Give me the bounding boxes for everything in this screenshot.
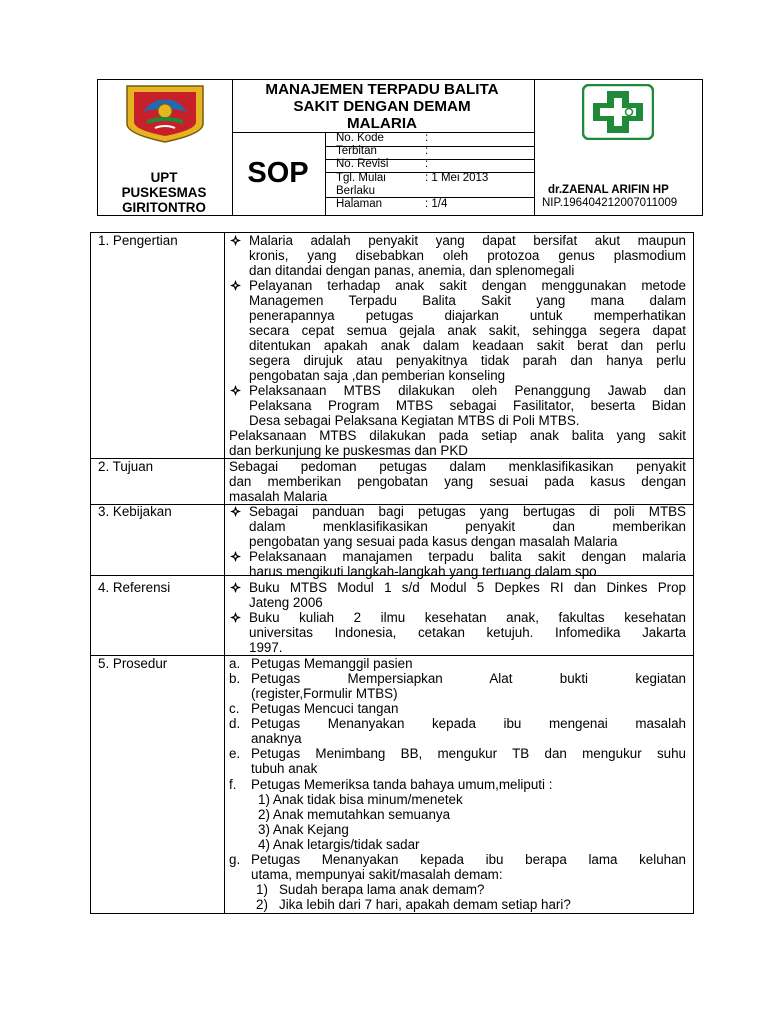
pengertian-bullet-2-line: segera dirujuk atau penyakitnya tidak parah dan hanya perlu — [249, 353, 686, 368]
question-item: Jika lebih dari 7 hari, apakah demam setiap hari? — [279, 897, 571, 912]
question-number: 2) — [256, 897, 268, 912]
pengertian-bullet-2-line: Pelayanan terhadap anak sakit dengan menggunakan metode — [249, 278, 686, 293]
referensi-bullet-2-line: 1997. — [249, 640, 283, 655]
pengertian-bullet-1-line: Malaria adalah penyakit yang dapat bersifat akut maupun — [249, 233, 686, 248]
title-line-3: MALARIA — [346, 115, 418, 132]
meta-label-terbitan: Terbitan — [336, 145, 377, 157]
bullet-diamond-icon — [230, 280, 241, 291]
meta-label-tgl-mulai: Tgl. Mulai — [336, 172, 386, 184]
referensi-bullet-1-line: Jateng 2006 — [249, 595, 323, 610]
prosedur-step-g-cont: utama, mempunyai sakit/masalah demam: — [251, 867, 503, 882]
org-line-1: UPT — [150, 170, 178, 185]
pengertian-bullet-3-line: Desa sebagai Pelaksana Kegiatan MTBS di Poli MTBS. — [249, 413, 580, 428]
danger-sign-item: 2) Anak memutahkan semuanya — [258, 807, 451, 822]
document-title — [232, 81, 532, 132]
section-label-kebijakan: 3. Kebijakan — [98, 504, 172, 519]
section-label-pengertian: 1. Pengertian — [98, 233, 178, 248]
title-line-2: SAKIT DENGAN DEMAM — [293, 98, 471, 115]
pengertian-bullet-2-line: ditentukan apakah anak dalam keadaan sakit berat dan perlu — [249, 338, 686, 353]
puskesmas-cross-logo — [582, 84, 654, 140]
referensi-bullet-1-line: Buku MTBS Modul 1 s/d Modul 5 Depkes RI dan Dinkes Prop — [249, 580, 686, 595]
sop-label: SOP — [247, 157, 309, 189]
organization-name — [98, 170, 230, 215]
prosedur-step-marker: e. — [229, 746, 241, 761]
meta-label-no-revisi: No. Revisi — [336, 158, 389, 170]
org-line-2: PUSKESMAS — [121, 185, 207, 200]
meta-value-no-revisi: : — [425, 158, 429, 170]
section-label-tujuan: 2. Tujuan — [98, 459, 154, 474]
kebijakan-bullet-1-line: dalam menklasifikasikan penyakit dan memberikan — [249, 519, 686, 534]
kebijakan-bullet-2-line: harus mengikuti langkah-langkah yang tertuang dalam spo — [249, 564, 597, 579]
meta-label-berlaku: Berlaku — [336, 185, 375, 197]
title-line-1: MANAJEMEN TERPADU BALITA — [265, 81, 499, 98]
prosedur-step-marker: b. — [229, 671, 241, 686]
prosedur-step-a: Petugas Memanggil pasien — [251, 656, 413, 671]
bullet-diamond-icon — [230, 582, 241, 593]
prosedur-step-b-cont: (register,Formulir MTBS) — [251, 686, 398, 701]
prosedur-step-e: Petugas Menimbang BB, mengukur TB dan mengukur suhu — [251, 746, 686, 761]
kebijakan-bullet-1-line: Sebagai panduan bagi petugas yang bertugas di poli MTBS — [249, 504, 686, 519]
regency-emblem-logo — [125, 84, 205, 144]
signer-nip: NIP.196404212007011009 — [542, 197, 678, 209]
prosedur-step-d: Petugas Menanyakan kepada ibu mengenai masalah — [251, 716, 686, 731]
kebijakan-bullet-2-line: Pelaksanaan manajamen terpadu balita sakit dengan malaria — [249, 549, 686, 564]
pengertian-bullet-1-line: dan ditandai dengan panas, anemia, dan splenomegali — [249, 263, 575, 278]
org-line-3: GIRITONTRO — [122, 200, 206, 215]
bullet-diamond-icon — [230, 506, 241, 517]
meta-label-halaman: Halaman — [336, 198, 383, 210]
pengertian-bullet-3-line: Pelaksana Program MTBS sebagai Fasilitator, beserta Bidan — [249, 398, 686, 413]
pengertian-paragraph-line: dan berkunjung ke puskesmas dan PKD — [229, 443, 468, 458]
prosedur-step-c: Petugas Mencuci tangan — [251, 701, 399, 716]
pengertian-bullet-3-line: Pelaksanaan MTBS dilakukan oleh Penanggung Jawab dan — [249, 383, 686, 398]
prosedur-step-e-cont: tubuh anak — [251, 761, 318, 776]
pengertian-paragraph-line: Pelaksanaan MTBS dilakukan pada setiap anak balita yang sakit — [229, 428, 686, 443]
danger-sign-item: 3) Anak Kejang — [258, 822, 349, 837]
section-label-prosedur: 5. Prosedur — [98, 656, 168, 671]
prosedur-step-f: Petugas Memeriksa tanda bahaya umum,meliputi : — [251, 777, 553, 792]
bullet-diamond-icon — [230, 612, 241, 623]
danger-sign-item: 4) Anak letargis/tidak sadar — [258, 837, 420, 852]
meta-value-no-kode: : — [425, 132, 429, 144]
pengertian-bullet-2-line: pengobatan saja ,dan pemberian konseling — [249, 368, 506, 383]
bullet-diamond-icon — [230, 235, 241, 246]
prosedur-step-marker: d. — [229, 716, 241, 731]
section-label-referensi: 4. Referensi — [98, 580, 171, 595]
pengertian-bullet-1-line: kronis, yang disebabkan oleh protozoa genus plasmodium — [249, 248, 686, 263]
prosedur-step-d-cont: anaknya — [251, 731, 302, 746]
signer-name: dr.ZAENAL ARIFIN HP — [548, 184, 669, 196]
bullet-diamond-icon — [230, 385, 241, 396]
meta-value-halaman: : 1/4 — [425, 198, 448, 210]
referensi-bullet-2-line: universitas Indonesia, cetakan ketujuh. Infomedika Jakarta — [249, 625, 686, 640]
prosedur-step-marker: f. — [229, 777, 237, 792]
meta-value-terbitan: : — [425, 145, 429, 157]
prosedur-step-marker: g. — [229, 852, 241, 867]
prosedur-step-g: Petugas Menanyakan kepada ibu berapa lama keluhan — [251, 852, 686, 867]
tujuan-paragraph-line: masalah Malaria — [229, 489, 328, 504]
referensi-bullet-2-line: Buku kuliah 2 ilmu kesehatan anak, fakultas kesehatan — [249, 610, 686, 625]
pengertian-bullet-2-line: Managemen Terpadu Balita Sakit yang mana dalam — [249, 293, 686, 308]
bullet-diamond-icon — [230, 551, 241, 562]
meta-value-tgl-mulai: : 1 Mei 2013 — [425, 172, 489, 184]
tujuan-paragraph-line: dan memberikan pengobatan yang sesuai pada kasus dengan — [229, 474, 686, 489]
question-item: Sudah berapa lama anak demam? — [279, 882, 485, 897]
prosedur-step-marker: c. — [229, 701, 240, 716]
meta-label-no-kode: No. Kode — [336, 132, 384, 144]
pengertian-bullet-2-line: secara cepat semua gejala anak sakit, sehingga segera dapat — [249, 323, 686, 338]
prosedur-step-marker: a. — [229, 656, 241, 671]
question-number: 1) — [256, 882, 268, 897]
prosedur-step-b: Petugas Mempersiapkan Alat bukti kegiatan — [251, 671, 686, 686]
pengertian-bullet-2-line: penerapannya petugas diajarkan untuk memperhatikan — [249, 308, 686, 323]
kebijakan-bullet-1-line: pengobatan yang sesuai pada kasus dengan masalah Malaria — [249, 534, 618, 549]
tujuan-paragraph-line: Sebagai pedoman petugas dalam menklasifikasikan penyakit — [229, 459, 686, 474]
danger-sign-item: 1) Anak tidak bisa minum/menetek — [258, 792, 463, 807]
